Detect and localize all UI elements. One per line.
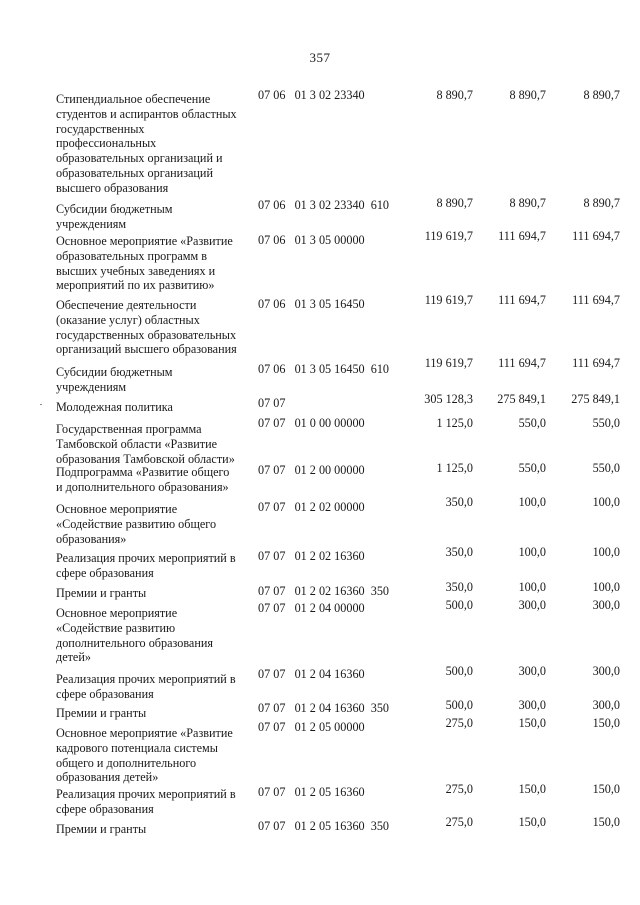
row-code: 07 06 01 3 05 16450 bbox=[258, 297, 365, 311]
row-value-1: 350,0 bbox=[445, 495, 473, 509]
row-name: Основное мероприятие «Содействие развитию общего образования» bbox=[56, 502, 217, 546]
row-value-2: 150,0 bbox=[518, 716, 546, 730]
row-code: 07 06 01 3 05 00000 bbox=[258, 233, 365, 247]
row-value-3: 150,0 bbox=[592, 782, 620, 796]
row-name: Реализация прочих мероприятий в сфере образования bbox=[56, 672, 236, 701]
row-name: Субсидии бюджетным учреждениям bbox=[56, 202, 173, 231]
row-name: Государственная программа Тамбовской области «Развитие образования Тамбовской области» bbox=[56, 422, 235, 466]
row-name: Премии и гранты bbox=[56, 586, 147, 600]
row-value-2: 275 849,1 bbox=[497, 392, 546, 406]
row-value-3: 111 694,7 bbox=[572, 229, 620, 243]
row-value-2: 150,0 bbox=[518, 815, 546, 829]
row-value-3: 275 849,1 bbox=[571, 392, 620, 406]
row-value-2: 100,0 bbox=[518, 545, 546, 559]
row-code: 07 07 01 2 02 16360 bbox=[258, 549, 365, 563]
row-code: 07 07 01 2 05 16360 bbox=[258, 785, 365, 799]
row-code: 07 06 01 3 05 16450 610 bbox=[258, 362, 390, 376]
row-value-1: 350,0 bbox=[445, 580, 473, 594]
row-value-3: 100,0 bbox=[592, 495, 620, 509]
row-name: Премии и гранты bbox=[56, 822, 147, 836]
row-name: Обеспечение деятельности (оказание услуг) областных государственных образовательных организаций высшего образования bbox=[56, 298, 237, 357]
row-value-3: 300,0 bbox=[592, 698, 620, 712]
row-value-3: 8 890,7 bbox=[583, 196, 620, 210]
row-value-2: 100,0 bbox=[518, 580, 546, 594]
row-code: 07 07 01 0 00 00000 bbox=[258, 416, 365, 430]
row-code: 07 07 01 2 02 00000 bbox=[258, 500, 365, 514]
row-value-1: 8 890,7 bbox=[436, 196, 473, 210]
row-value-1: 119 619,7 bbox=[424, 293, 473, 307]
row-code: 07 07 01 2 00 00000 bbox=[258, 463, 365, 477]
row-value-2: 111 694,7 bbox=[498, 356, 546, 370]
row-value-2: 111 694,7 bbox=[498, 293, 546, 307]
row-name: Молодежная политика bbox=[56, 400, 173, 414]
row-value-1: 350,0 bbox=[445, 545, 473, 559]
row-name: Основное мероприятие «Содействие развитию дополнительного образования детей» bbox=[56, 606, 213, 665]
row-value-3: 300,0 bbox=[592, 598, 620, 612]
row-name: Реализация прочих мероприятий в сфере образования bbox=[56, 551, 236, 580]
row-value-2: 8 890,7 bbox=[509, 196, 546, 210]
row-code: 07 07 01 2 04 16360 350 bbox=[258, 701, 390, 715]
row-value-2: 300,0 bbox=[518, 664, 546, 678]
page-number: 357 bbox=[309, 50, 331, 65]
row-name: Основное мероприятие «Развитие образовательных программ в высших учебных заведениях и мероприятий по их развитию» bbox=[56, 234, 233, 293]
row-code: 07 06 01 3 02 23340 610 bbox=[258, 198, 390, 212]
row-value-2: 8 890,7 bbox=[509, 88, 546, 102]
row-value-2: 550,0 bbox=[518, 461, 546, 475]
row-value-1: 8 890,7 bbox=[436, 88, 473, 102]
row-value-3: 150,0 bbox=[592, 815, 620, 829]
row-code: 07 07 01 2 04 16360 bbox=[258, 667, 365, 681]
row-value-1: 1 125,0 bbox=[436, 416, 473, 430]
row-code: 07 07 01 2 05 16360 350 bbox=[258, 819, 390, 833]
row-value-3: 300,0 bbox=[592, 664, 620, 678]
row-value-2: 111 694,7 bbox=[498, 229, 546, 243]
row-name: Стипендиальное обеспечение студентов и аспирантов областных государственных профессиональных образовательных организаций и образовательных организаций высшего образования bbox=[56, 92, 237, 195]
row-value-2: 550,0 bbox=[518, 416, 546, 430]
row-value-1: 1 125,0 bbox=[436, 461, 473, 475]
row-value-3: 100,0 bbox=[592, 545, 620, 559]
row-value-3: 111 694,7 bbox=[572, 356, 620, 370]
row-name: Основное мероприятие «Развитие кадрового потенциала системы общего и дополнительного образования детей» bbox=[56, 726, 233, 785]
row-code: 07 06 01 3 02 23340 bbox=[258, 88, 365, 102]
row-value-1: 275,0 bbox=[445, 782, 473, 796]
row-code: 07 07 01 2 02 16360 350 bbox=[258, 584, 390, 598]
row-value-1: 305 128,3 bbox=[424, 392, 473, 406]
row-value-1: 500,0 bbox=[445, 598, 473, 612]
row-value-3: 550,0 bbox=[592, 461, 620, 475]
row-name: Премии и гранты bbox=[56, 706, 147, 720]
row-name: Субсидии бюджетным учреждениям bbox=[56, 365, 173, 394]
row-code: 07 07 01 2 05 00000 bbox=[258, 720, 365, 734]
row-value-3: 150,0 bbox=[592, 716, 620, 730]
row-value-2: 300,0 bbox=[518, 598, 546, 612]
row-code: 07 07 bbox=[258, 396, 286, 410]
row-value-1: 119 619,7 bbox=[424, 229, 473, 243]
row-value-1: 119 619,7 bbox=[424, 356, 473, 370]
row-value-1: 500,0 bbox=[445, 698, 473, 712]
row-value-2: 300,0 bbox=[518, 698, 546, 712]
row-value-3: 100,0 bbox=[592, 580, 620, 594]
row-value-1: 275,0 bbox=[445, 716, 473, 730]
row-value-2: 100,0 bbox=[518, 495, 546, 509]
margin-mark bbox=[40, 404, 42, 405]
row-name: Подпрограмма «Развитие общего и дополнительного образования» bbox=[56, 465, 230, 494]
row-value-2: 150,0 bbox=[518, 782, 546, 796]
row-value-1: 275,0 bbox=[445, 815, 473, 829]
row-name: Реализация прочих мероприятий в сфере образования bbox=[56, 787, 236, 816]
row-value-3: 550,0 bbox=[592, 416, 620, 430]
row-value-3: 111 694,7 bbox=[572, 293, 620, 307]
row-code: 07 07 01 2 04 00000 bbox=[258, 601, 365, 615]
row-value-3: 8 890,7 bbox=[583, 88, 620, 102]
row-value-1: 500,0 bbox=[445, 664, 473, 678]
